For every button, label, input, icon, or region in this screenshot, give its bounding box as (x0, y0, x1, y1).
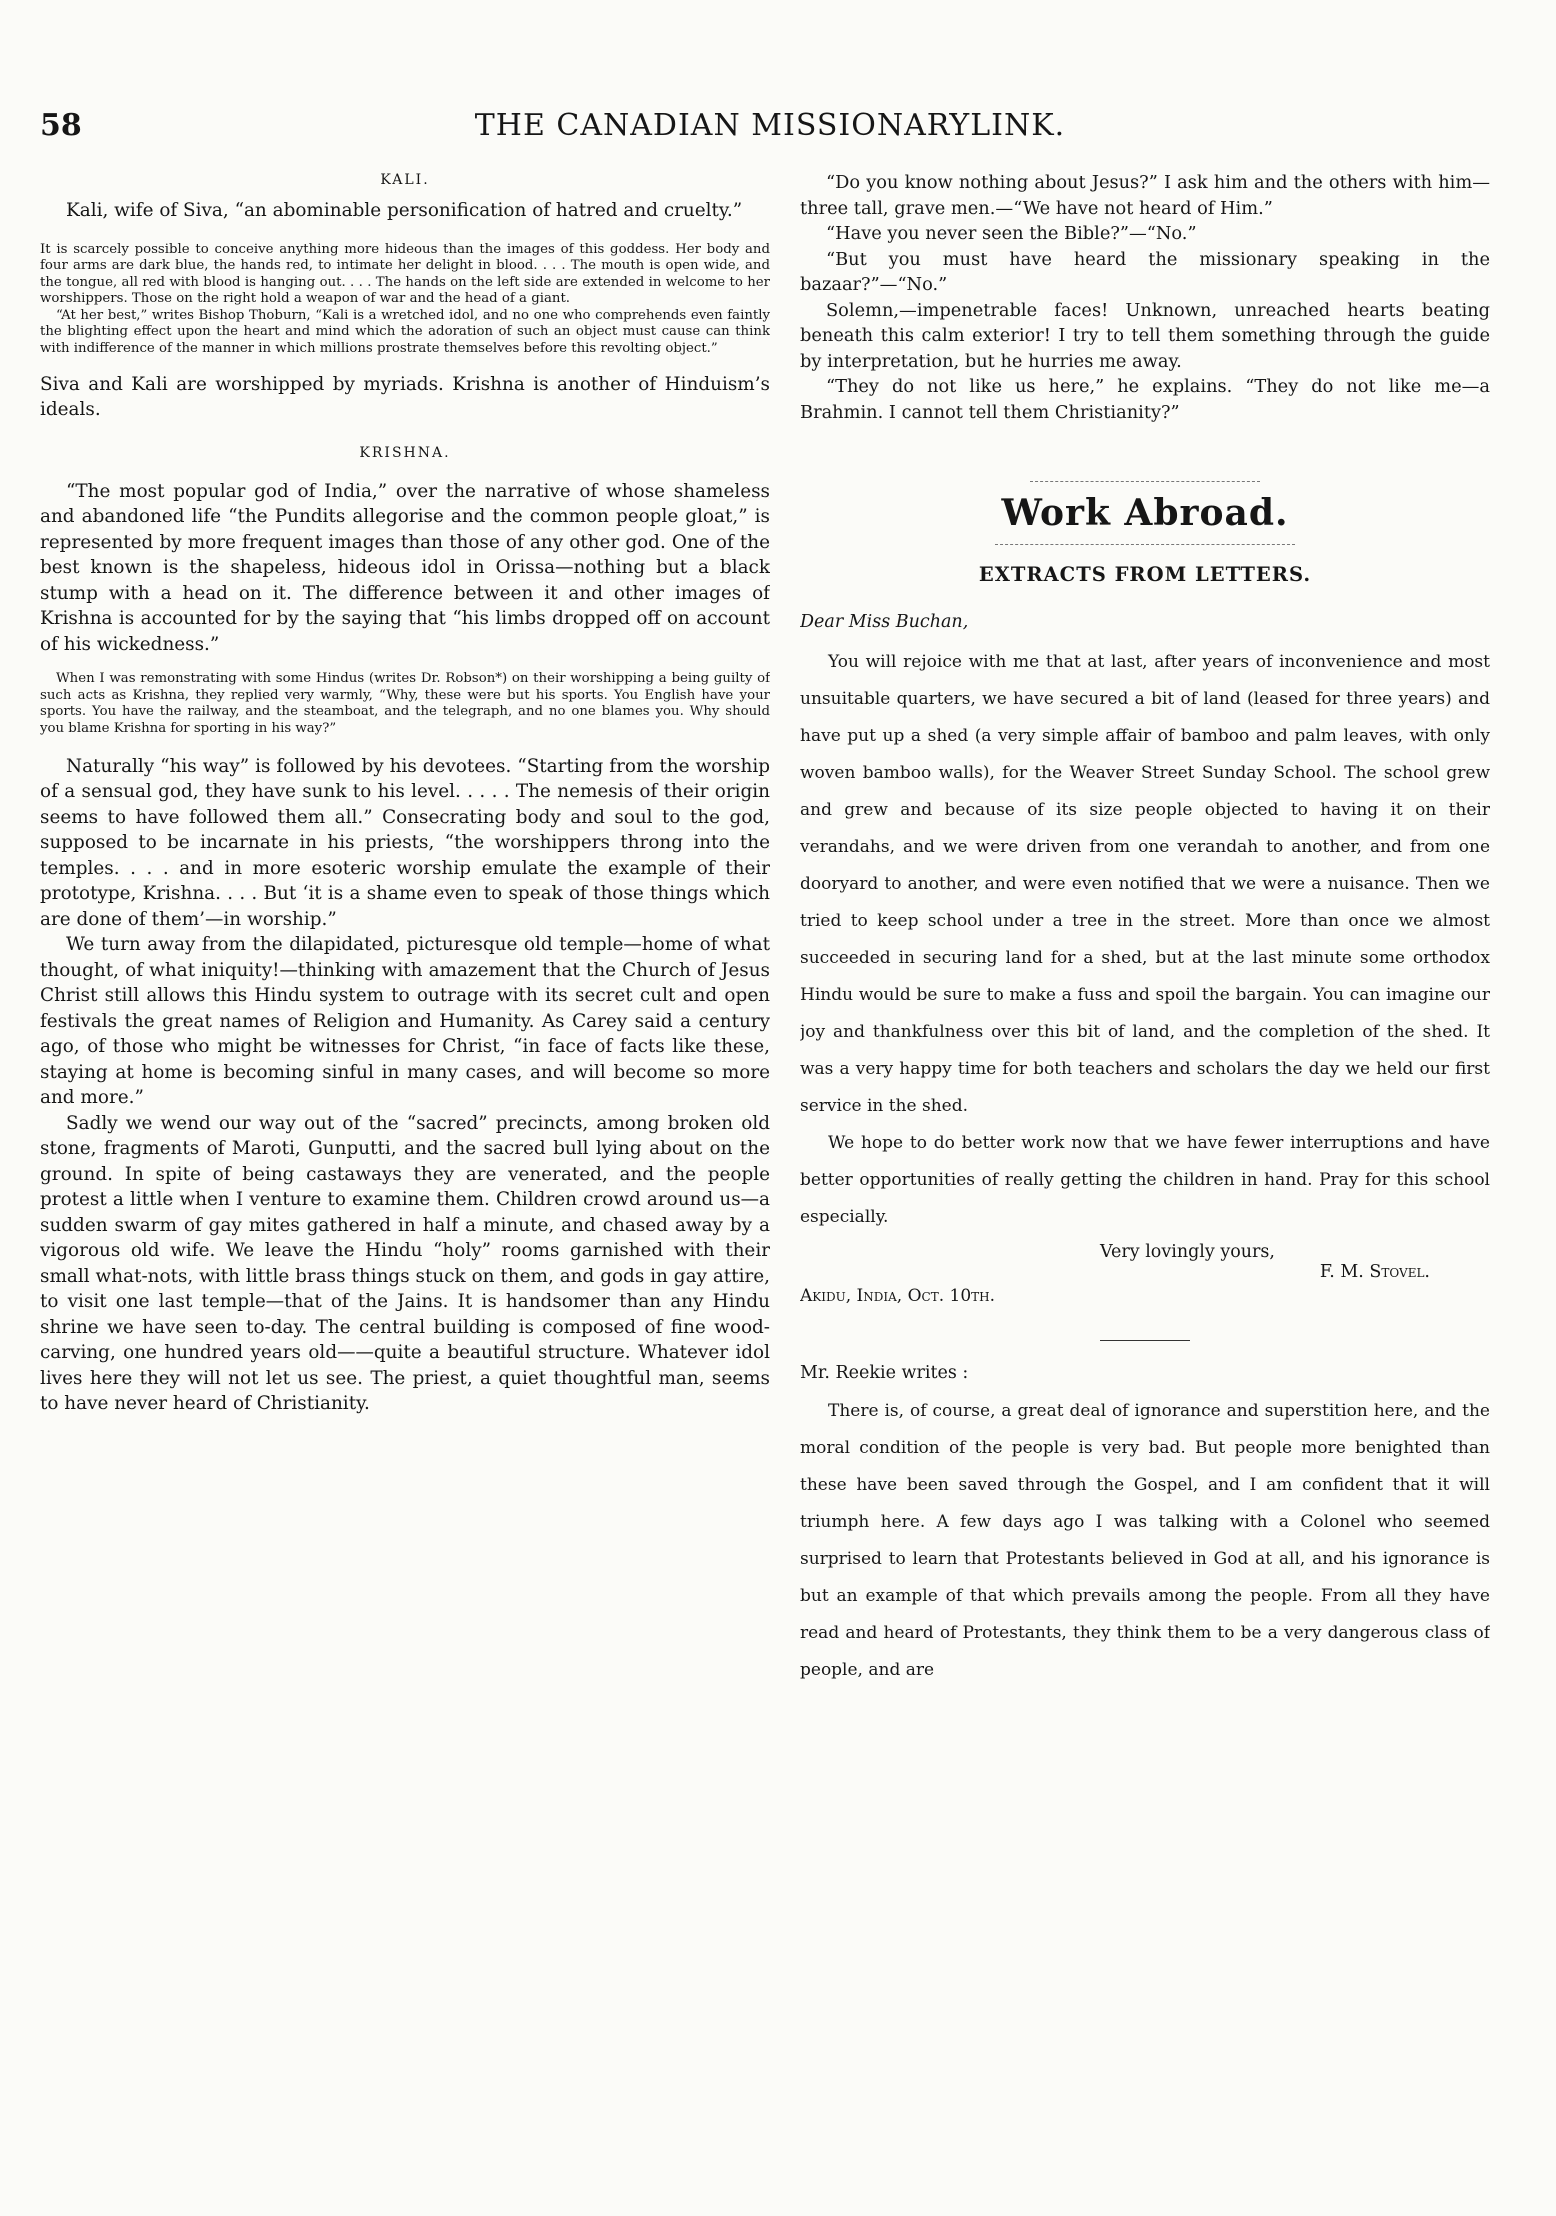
dialog-2: “Have you never seen the Bible?”—“No.” (826, 223, 1197, 244)
closing: Very lovingly yours, (1100, 1242, 1275, 1262)
kali-quote-2: “At her best,” writes Bishop Thoburn, “Kali is a wretched idol, and no one who comprehends even faintly the blighting effect upon the heart and mind which the adoration of such an object must cause can think with indifference of the manner in which millions prostrate themselves before this revolting object.” (40, 307, 770, 357)
krishna-intro: “The most popular god of India,” over the narrative of whose shameless and abandoned life “the Pundits allegorise and the common people gloat,” is represented by more frequent images than those of any other god. One of the best known is the shapeless, hideous idol in Orissa—nothing but a black stump with a head on it. The difference between it and other images of Krishna is accounted for by the saying that “his limbs dropped off on account of his wickedness.” (40, 480, 770, 655)
page-number: 58 (40, 108, 82, 143)
krishna-quote: When I was remonstrating with some Hindus (writes Dr. Robson*) on their worshipping a being guilty of such acts as Krishna, they replied very warmly, “Why, these were but his sports. You English have your sports. You have the railway, and the steamboat, and the telegraph, and no one blames you. Why should you blame Krishna for sporting in his way?” (40, 671, 770, 736)
letter-paragraph-1: You will rejoice with me that at last, after years of inconvenience and most unsuitable quarters, we have secured a bit of land (leased for three years) and have put up a shed (a very simple affair of bamboo and palm leaves, with only woven bamboo walls), for the Weaver Street Sunday School. The school grew and grew and because of its size people objected to having it on their verandahs, and we were driven from one verandah to another, and from one dooryard to another, and were even notified that we were a nuisance. Then we tried to keep school under a tree in the street. More than once we almost succeeded in securing land for a shed, but at the last minute some orthodox Hindu would be sure to make a fuss and spoil the bargain. You can imagine our joy and thankfulness over this bit of land, and the completion of the shed. It was a very happy time for both teachers and scholars the day we held our first service in the shed. (800, 652, 1490, 1116)
journal-title: THE CANADIAN MISSIONARYLINK. (474, 108, 1066, 143)
dialog-3: “But you must have heard the missionary speaking in the bazaar?”—“No.” (800, 248, 1490, 295)
kali-quote-1: It is scarcely possible to conceive anything more hideous than the images of this goddess. Her body and four arms are dark blue, the hands red, to intimate her delight in blood. . . . The mouth is open wide, and the tongue, all red with blood is hanging out. . . . The hands on the left side are extended in welcome to her worshippers. Those on the right hold a weapon of war and the head of a giant. (40, 241, 770, 307)
signature: F. M. Stovel. (1319, 1262, 1430, 1282)
letter-paragraph-2: We hope to do better work now that we have fewer interruptions and have better opportunities of really getting the children in hand. Pray for this school especially. (800, 1133, 1490, 1227)
section-title: Work Abroad. (1001, 492, 1289, 534)
naturally-paragraph: Naturally “his way” is followed by his devotees. “Starting from the worship of a sensual god, they have sunk to his level. . . . . The nemesis of their origin seems to have followed them all.” Consecrating body and soul to the god, supposed to be incarnate in his priests, “the worshippers throng into the temples. . . . and in more esoteric worship emulate the example of their prototype, Krishna. . . . But ‘it is a shame even to speak of those things which are done of them’—in worship.” (40, 755, 770, 930)
place-date: Akidu, India, Oct. 10th. (800, 1286, 996, 1306)
right-column (800, 170, 1490, 2160)
sadly-paragraph: Sadly we wend our way out of the “sacred” precincts, among broken old stone, fragments of Maroti, Gunputti, and the sacred bull lying about on the ground. In spite of being castaways they are venerated, and the people protest a little when I venture to examine them. Children crowd around us—a sudden swarm of gay mites gathered in half a minute, and chased away by a vigorous old wife. We leave the Hindu “holy” rooms garnished with their small what-nots, with little brass things stuck on them, and gods in gay attire, to visit one last temple—that of the Jains. It is handsomer than any Hindu shrine we have seen to-day. The central building is composed of fine wood-carving, one hundred years old——quite a beautiful structure. Whatever idol lives here they will not let us see. The priest, a quiet thoughtful man, seems to have never heard of Christianity. (40, 1112, 770, 1415)
divider-rule (1030, 481, 1260, 482)
turn-away-paragraph: We turn away from the dilapidated, picturesque old temple—home of what thought, of what iniquity!—thinking with amazement that the Church of Jesus Christ still allows this Hindu system to outrage with its secret cult and open festivals the great names of Religion and Humanity. As Carey said a century ago, of those who might be witnesses for Christ, “in face of facts like these, staying at home is becoming sinful in many cases, and will become so more and more.” (40, 934, 770, 1109)
left-column (40, 170, 770, 2160)
extracts-title: EXTRACTS FROM LETTERS. (978, 563, 1312, 586)
krishna-heading: KRISHNA. (359, 444, 451, 461)
divider-rule (1100, 1340, 1190, 1341)
dialog-5: “They do not like us here,” he explains. “They do not like me—a Brahmin. I cannot tell them Christianity?” (800, 376, 1490, 423)
running-head (40, 108, 1500, 154)
salutation: Dear Miss Buchan, (800, 612, 969, 632)
reekie-intro: Mr. Reekie writes : (800, 1363, 969, 1383)
kali-heading: KALI. (380, 172, 430, 188)
reekie-paragraph: There is, of course, a great deal of ignorance and superstition here, and the moral condition of the people is very bad. But people more benighted than these have been saved through the Gospel, and I am confident that it will triumph here. A few days ago I was talking with a Colonel who seemed surprised to learn that Protestants believed in God at all, and his ignorance is but an example of that which prevails among the people. From all they have read and heard of Protestants, they think them to be a very dangerous class of people, and are (800, 1401, 1490, 1680)
divider-rule (995, 544, 1295, 545)
dialog-1: “Do you know nothing about Jesus?” I ask him and the others with him—three tall, grave men.—“We have not heard of Him.” (800, 172, 1490, 219)
kali-intro: Kali, wife of Siva, “an abominable personification of hatred and cruelty.” (66, 200, 743, 221)
dialog-4: Solemn,—impenetrable faces! Unknown, unreached hearts beating beneath this calm exterior! I try to tell them something through the guide by interpretation, but he hurries me away. (800, 299, 1490, 372)
siva-kali-paragraph: Siva and Kali are worshipped by myriads. Krishna is another of Hinduism’s ideals. (40, 373, 770, 421)
